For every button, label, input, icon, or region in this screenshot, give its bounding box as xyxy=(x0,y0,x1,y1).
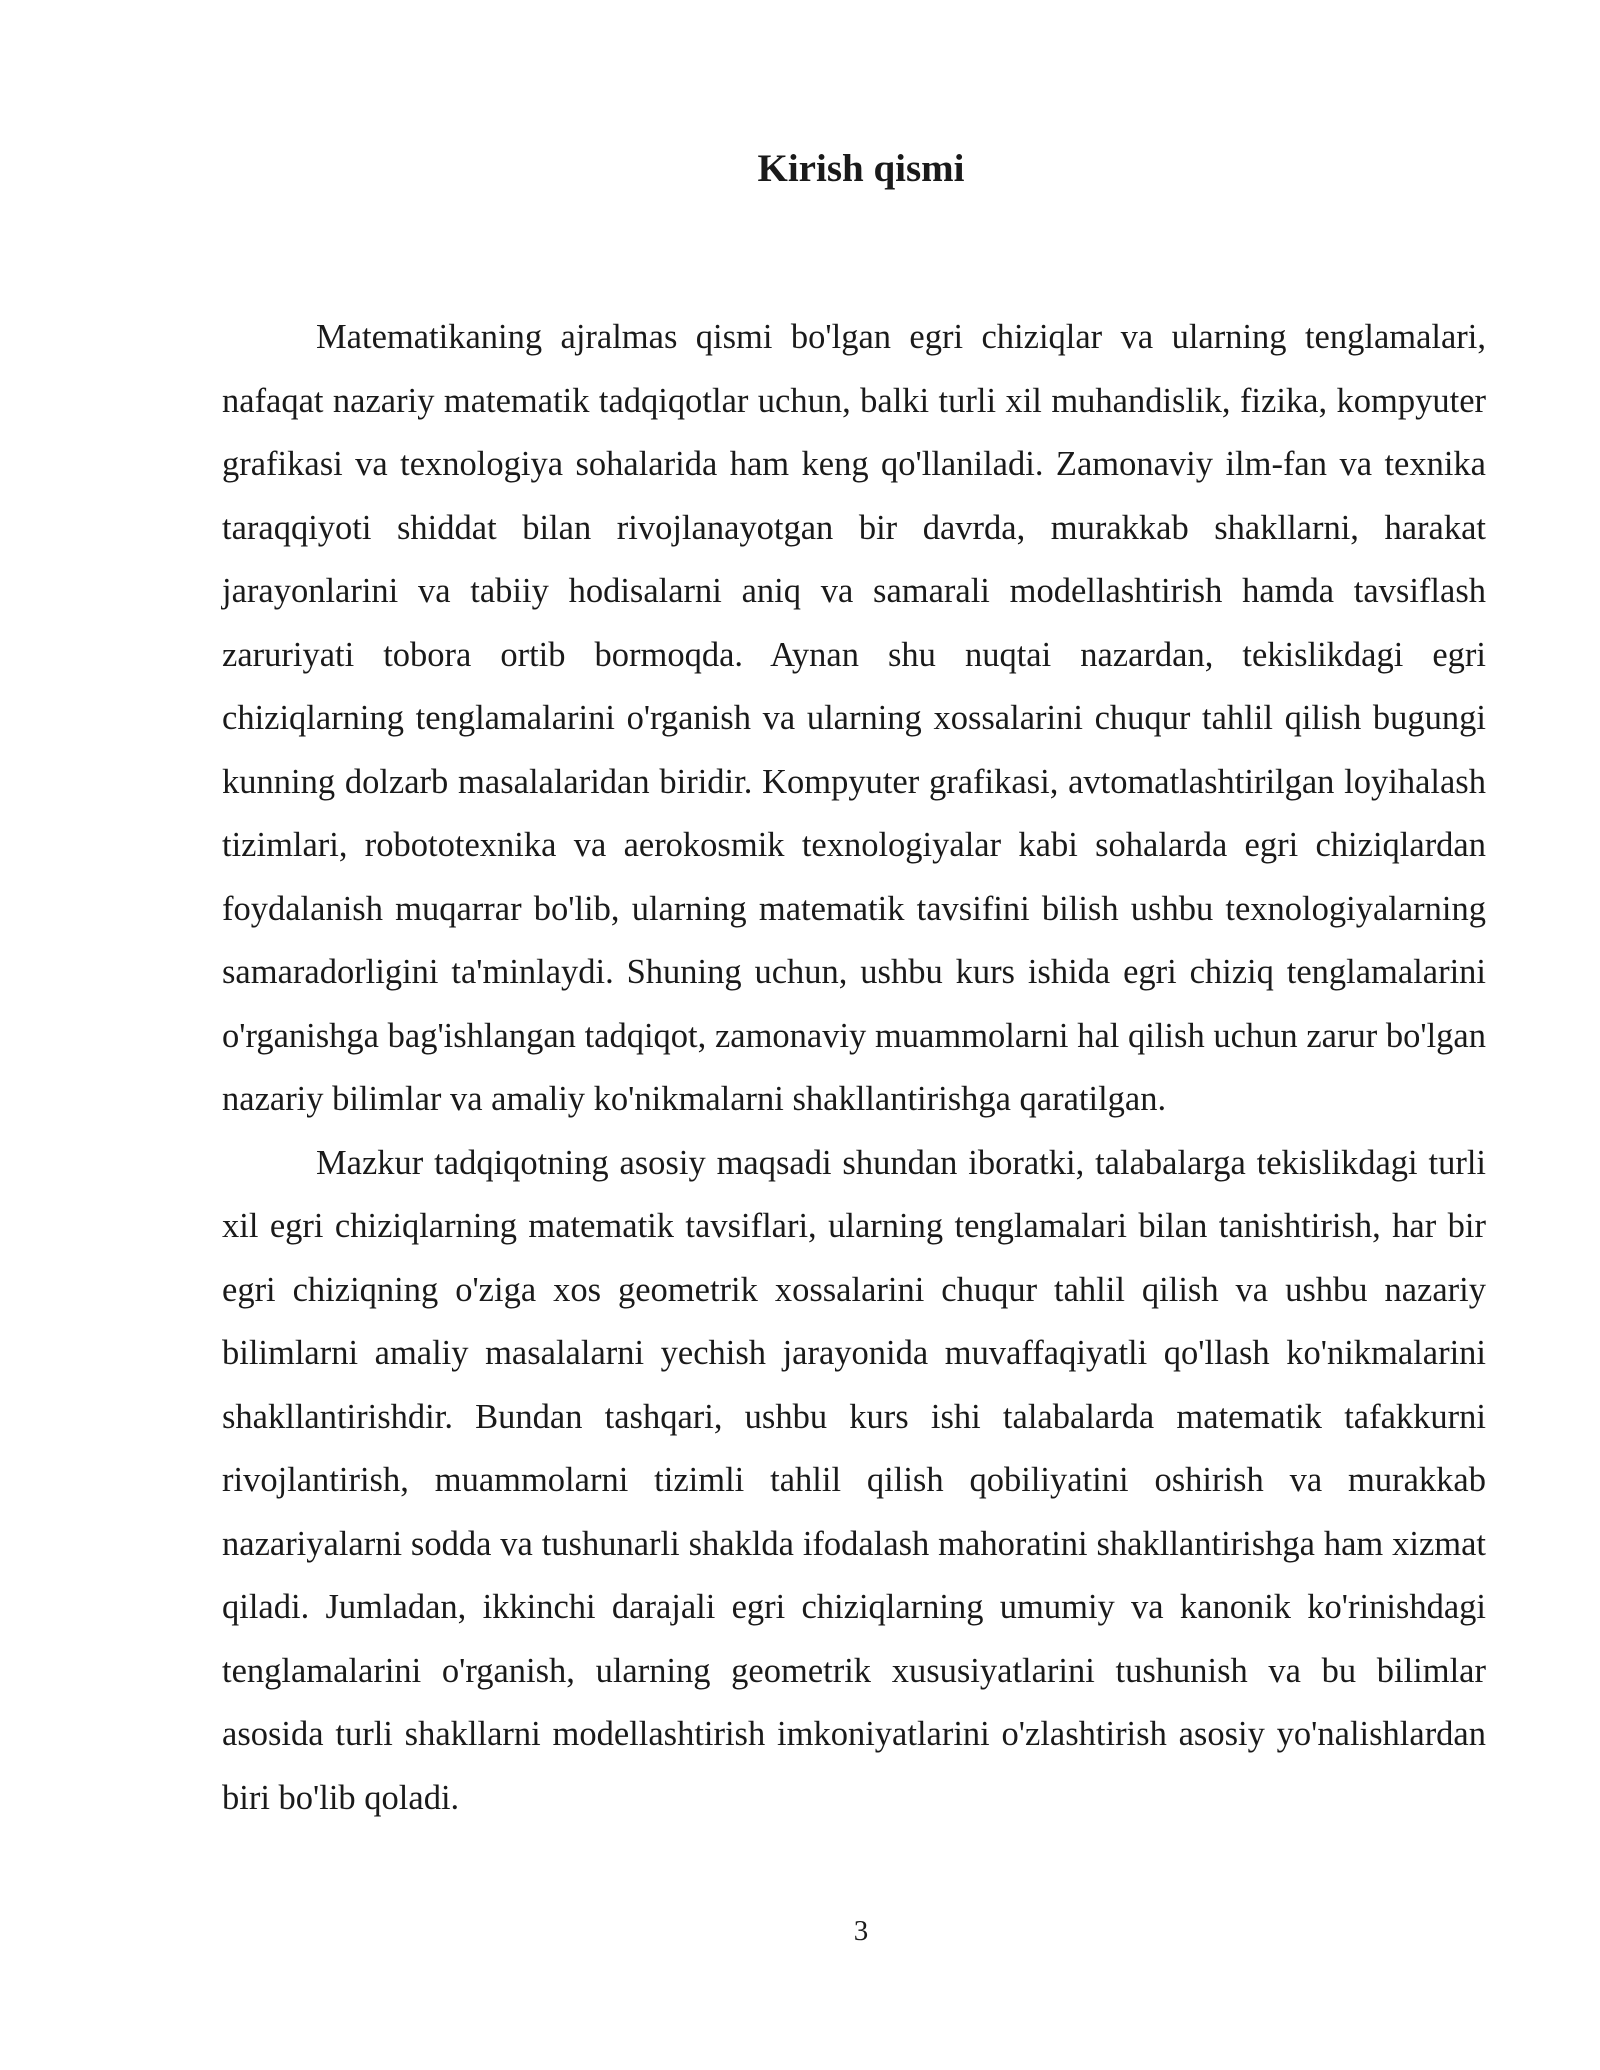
paragraph-1: Matematikaning ajralmas qismi bo'lgan egri chiziqlar va ularning tenglamalari, nafaqat nazariy matematik tadqiqotlar uchun, balki turli xil muhandislik, fizika, kompyuter grafikasi va texnologiya sohalarida ham keng qo'llaniladi. Zamonaviy ilm-fan va texnika taraqqiyoti shiddat bilan rivojlanayotgan bir davrda, murakkab shakllarni, harakat jarayonlarini va tabiiy hodisalarni aniq va samarali modellashtirish hamda tavsiflash zaruriyati tobora ortib bormoqda. Aynan shu nuqtai nazardan, tekislikdagi egri chiziqlarning tenglamalarini o'rganish va ularning xossalarini chuqur tahlil qilish bugungi kunning dolzarb masalalaridan biridir. Kompyuter grafikasi, avtomatlashtirilgan loyihalash tizimlari, robototexnika va aerokosmik texnologiyalar kabi sohalarda egri chiziqlardan foydalanish muqarrar bo'lib, ularning matematik tavsifini bilish ushbu texnologiyalarning samaradorligini ta'minlaydi. Shuning uchun, ushbu kurs ishida egri chiziq tenglamalarini o'rganishga bag'ishlangan tadqiqot, zamonaviy muammolarni hal qilish uchun zarur bo'lgan nazariy bilimlar va amaliy ko'nikmalarni shakllantirishga qaratilgan. xyxy=(222,318,1486,1118)
body-text xyxy=(222,306,1486,1830)
paragraph-2: Mazkur tadqiqotning asosiy maqsadi shundan iboratki, talabalarga tekislikdagi turli xil egri chiziqlarning matematik tavsiflari, ularning tenglamalari bilan tanishtirish, har bir egri chiziqning o'ziga xos geometrik xossalarini chuqur tahlil qilish va ushbu nazariy bilimlarni amaliy masalalarni yechish jarayonida muvaffaqiyatli qo'llash ko'nikmalarini shakllantirishdir. Bundan tashqari, ushbu kurs ishi talabalarda matematik tafakkurni rivojlantirish, muammolarni tizimli tahlil qilish qobiliyatini oshirish va murakkab nazariyalarni sodda va tushunarli shaklda ifodalash mahoratini shakllantirishga ham xizmat qiladi. Jumladan, ikkinchi darajali egri chiziqlarning umumiy va kanonik ko'rinishdagi tenglamalarini o'rganish, ularning geometrik xususiyatlarini tushunish va bu bilimlar asosida turli shakllarni modellashtirish imkoniyatlarini o'zlashtirish asosiy yo'nalishlardan biri bo'lib qoladi. xyxy=(222,1143,1486,1817)
page-number: 3 xyxy=(853,1915,869,1947)
page-title: Kirish qismi xyxy=(757,147,965,190)
